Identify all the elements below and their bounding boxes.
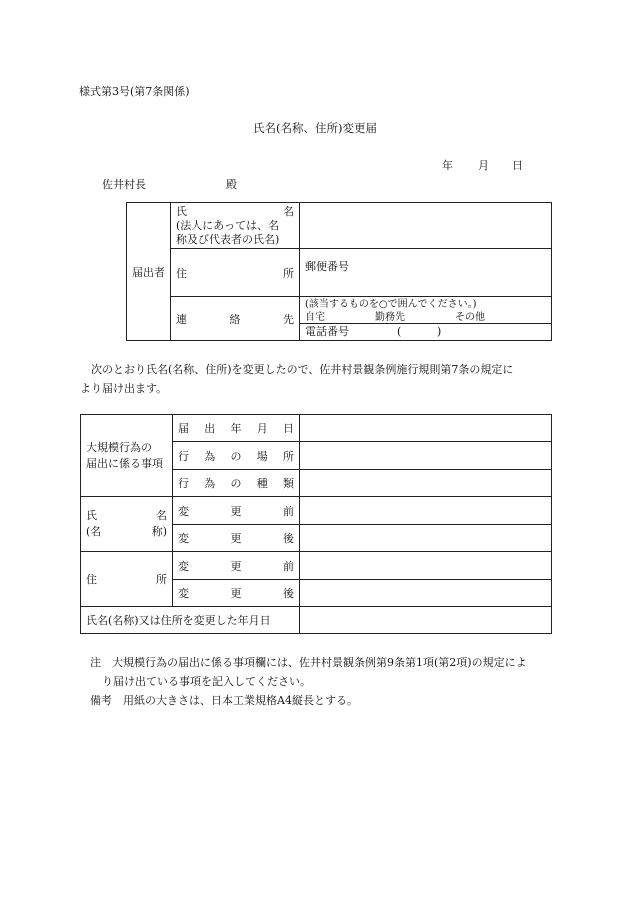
- contact-type-area: [300, 297, 551, 324]
- postal-label: 郵便番号: [305, 260, 349, 273]
- contact-label-cell: 連 絡 先: [171, 297, 300, 341]
- label-filing-date: 届 出 年 月 日: [173, 415, 300, 442]
- label-address-after: 変 更 後: [173, 580, 300, 607]
- notes: [80, 653, 550, 710]
- contact-option-work[interactable]: 勤務先: [375, 312, 405, 323]
- contact-option-other[interactable]: その他: [455, 312, 485, 323]
- note-1: 注 大規模行為の届出に係る事項欄には、佐井村景観条例第9条第1項(第2項)の規定によ: [90, 656, 527, 669]
- label-name-after: 変 更 後: [173, 525, 300, 552]
- filing-date-field[interactable]: [300, 415, 552, 442]
- label-act-place: 行 為 の 場 所: [173, 442, 300, 470]
- section-address-label: 住 所: [81, 552, 173, 607]
- name-note-2: 称及び代表者の氏名): [176, 232, 280, 246]
- label-address-before: 変 更 前: [173, 552, 300, 580]
- name-before-field[interactable]: [300, 497, 552, 525]
- label-act-type: 行 為 の 種 類: [173, 470, 300, 497]
- change-table: [80, 414, 552, 634]
- phone-area: 電話番号 ( ): [305, 325, 442, 338]
- addressee: [102, 176, 237, 192]
- addressee-suffix: 殿: [226, 178, 237, 191]
- section-name-label: 氏 名 (名 称): [81, 497, 173, 552]
- act-place-field[interactable]: [300, 442, 552, 470]
- form-title: 氏名(名称、住所)変更届: [253, 121, 377, 135]
- contact-note: (該当するものを○で囲んでください。): [305, 299, 477, 310]
- form-number: 様式第3号(第7条関係): [79, 85, 190, 98]
- address-after-field[interactable]: [300, 580, 552, 607]
- date-day: 日: [512, 159, 523, 172]
- applicant-address-field[interactable]: [300, 249, 552, 297]
- date-month: 月: [478, 159, 489, 172]
- note-3: 備考 用紙の大きさは、日本工業規格A4縦長とする。: [90, 694, 358, 707]
- section-large-act-label: 大規模行為の 届出に係る事項: [81, 415, 173, 497]
- date-year: 年: [442, 159, 453, 172]
- act-type-field[interactable]: [300, 470, 552, 497]
- applicant-table: [126, 202, 552, 341]
- address-before-field[interactable]: [300, 552, 552, 580]
- phone-label: 電話番号: [305, 325, 349, 338]
- name-after-field[interactable]: [300, 525, 552, 552]
- name-label-cell: 氏 名 (法人にあっては、名 称及び代表者の氏名): [171, 203, 300, 249]
- note-2: り届け出ている事項を記入してください。: [102, 675, 311, 688]
- applicant-name-field[interactable]: [300, 203, 552, 249]
- addressee-name: 佐井村長: [102, 178, 146, 191]
- body-text: 次のとおり氏名(名称、住所)を変更したので、佐井村景観条例施行規則第7条の規定に より届け出ます。: [80, 363, 514, 395]
- label-name-before: 変 更 前: [173, 497, 300, 525]
- changed-date-field[interactable]: [300, 607, 552, 634]
- address-label-cell: 住 所: [171, 249, 300, 297]
- label-changed-date: 氏名(名称)又は住所を変更した年月日: [81, 607, 300, 634]
- name-note-1: (法人にあっては、名: [176, 218, 280, 232]
- contact-option-home[interactable]: 自宅: [305, 312, 325, 323]
- applicant-group-label: 届出者: [127, 203, 171, 341]
- applicant-contact-field[interactable]: [300, 297, 552, 341]
